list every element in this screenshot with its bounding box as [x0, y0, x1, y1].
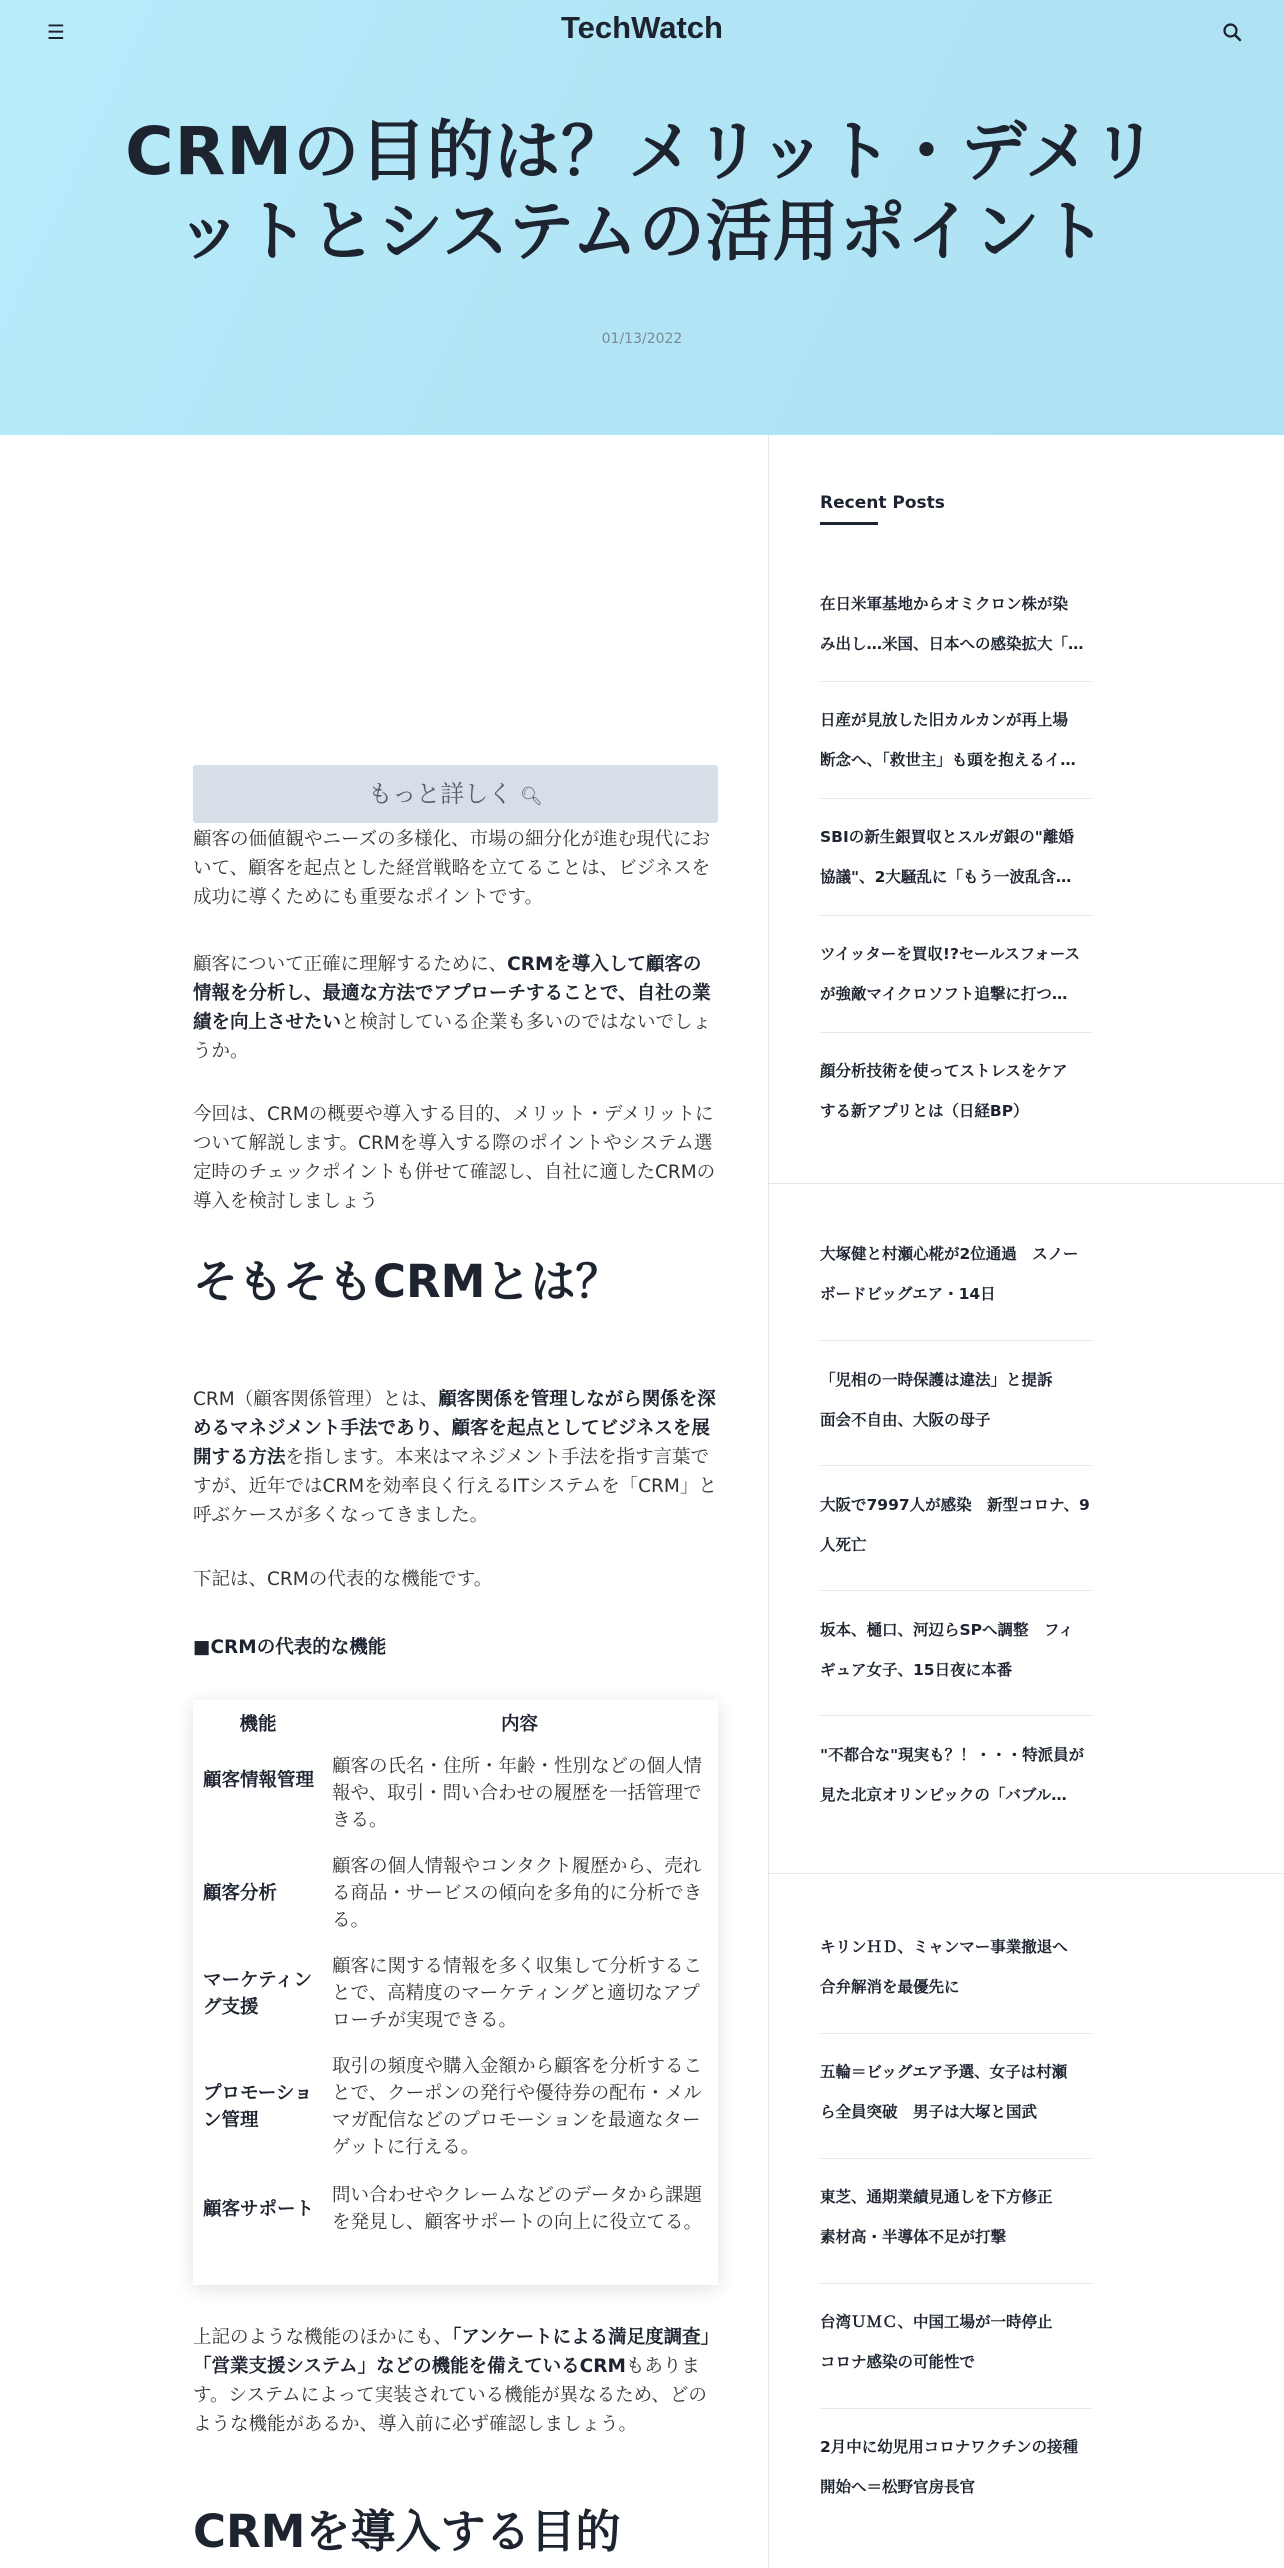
recent-post-link[interactable]: "不都合な"現実も？！・・・特派員が 見た北京オリンピックの「バブル… [820, 1746, 1085, 1804]
recent-post-link[interactable]: 在日米軍基地からオミクロン株が染 み出し…米国、日本への感染拡大「… [820, 595, 1084, 653]
recent-post-link[interactable]: SBIの新生銀買収とスルガ銀の"離婚 協議"、2大騒乱に「もう一波乱含… [820, 828, 1074, 886]
table-cell-feature: 顧客分析 [203, 1883, 278, 1904]
feature-table [193, 1700, 718, 2285]
recent-post-link[interactable]: 大塚健と村瀬心椛が2位通過 スノー ボードビッグエア・14日 [820, 1245, 1079, 1303]
post-separator [820, 1715, 1092, 1716]
post-separator [820, 1340, 1092, 1341]
search-icon[interactable] [1220, 20, 1246, 46]
post-separator [820, 681, 1092, 682]
menu-icon[interactable]: ☰ [47, 20, 65, 44]
recent-posts-title: Recent Posts [820, 493, 945, 513]
post-separator [820, 1465, 1092, 1466]
section-heading: CRMを導入する目的 [193, 2505, 621, 2558]
post-separator [820, 1032, 1092, 1033]
paragraph: 顧客について正確に理解するために、CRMを導入して顧客の情報を分析し、最適な方法でアプローチすることで、自社の業績を向上させたいと検討している企業も多いのではないでしょうか。 [193, 954, 712, 1062]
table-cell-feature: マーケティング支援 [203, 1970, 313, 2018]
table-cell-content: 問い合わせやクレームなどのデータから課題を発見し、顧客サポートの向上に役立てる。 [332, 2185, 703, 2233]
table-cell-feature: 顧客サポート [203, 2199, 315, 2220]
sidebar-divider [768, 435, 769, 2568]
table-cell-feature: プロモーション管理 [203, 2083, 313, 2131]
search-icon: 🔍︎ [519, 786, 543, 807]
table-cell-content: 顧客に関する情報を多く収集して分析することで、高精度のマーケティングと適切なアプローチが実現できる。 [332, 1956, 703, 2031]
table-cell-content: 顧客の氏名・住所・年齢・性別などの個人情報や、取引・問い合わせの履歴を一括管理できる。 [332, 1756, 703, 1831]
table-header-content: 内容 [500, 1714, 538, 1735]
post-separator [820, 798, 1092, 799]
post-separator [820, 2283, 1092, 2284]
site-title[interactable]: TechWatch [561, 10, 723, 45]
recent-post-link[interactable]: 台湾ＵＭＣ、中国工場が一時停止 コロナ感染の可能性で [820, 2313, 1053, 2371]
more-details-button[interactable]: もっと詳しく 🔍︎ [193, 765, 718, 823]
recent-post-link[interactable]: 「児相の一時保護は違法」と提訴 面会不自由、大阪の母子 [820, 1371, 1053, 1429]
post-date: 01/13/2022 [601, 331, 683, 347]
post-separator [820, 2033, 1092, 2034]
recent-post-link[interactable]: 坂本、樋口、河辺らSPへ調整 フィ ギュア女子、15日夜に本番 [820, 1621, 1074, 1679]
recent-post-link[interactable]: 顔分析技術を使ってストレスをケア する新アプリとは（日経BP） [820, 1062, 1068, 1120]
post-separator [820, 2158, 1092, 2159]
post-separator [820, 2408, 1092, 2409]
recent-post-link[interactable]: ツイッターを買収!?セールスフォース が強敵マイクロソフト追撃に打つ… [820, 945, 1081, 1003]
paragraph: CRM（顧客関係管理）とは、顧客関係を管理しながら関係を深めるマネジメント手法であり、顧客を起点としてビジネスを展開する方法を指します。本来はマネジメント手法を指す言葉ですが、近年ではCRMを効率良く行えるITシステムを「CRM」と呼ぶケースが多くなってきました。 [193, 1389, 717, 1526]
table-cell-content: 取引の頻度や購入金額から顧客を分析することで、クーポンの発行や優待券の配布・メルマガ配信などのプロモーションを最適なターゲットに行える。 [332, 2056, 703, 2158]
table-cell-feature: 顧客情報管理 [203, 1770, 315, 1791]
recent-post-link[interactable]: 東芝、通期業績見通しを下方修正 素材高・半導体不足が打撃 [820, 2188, 1053, 2246]
section-heading: そもそもCRMとは？ [193, 1255, 621, 1308]
post-separator [820, 1590, 1092, 1591]
paragraph: 上記のような機能のほかにも、「アンケートによる満足度調査」「営業支援システム」などの機能を備えているCRMもあります。システムによって実装されている機能が異なるため、どのような機能があるか、導入前に必ず確認しましょう。 [193, 2327, 710, 2435]
recent-post-link[interactable]: 大阪で7997人が感染 新型コロナ、9 人死亡 [820, 1496, 1090, 1554]
subheading: ■CRMの代表的な機能 [193, 1637, 387, 1658]
paragraph: 今回は、CRMの概要や導入する目的、メリット・デメリットについて解説します。CRMを導入する際のポイントやシステム選定時のチェックポイントも併せて確認し、自社に適したCRMの導入を検討しましょう [193, 1104, 716, 1212]
post-separator [820, 915, 1092, 916]
table-cell-content: 顧客の個人情報やコンタクト履歴から、売れる商品・サービスの傾向を多角的に分析できる。 [332, 1856, 703, 1931]
recent-post-link[interactable]: 日産が見放した旧カルカンが再上場 断念へ、「救世主」も頭を抱えるイ… [820, 711, 1076, 769]
paragraph: 顧客の価値観やニーズの多様化、市場の細分化が進む現代において、顧客を起点とした経営戦略を立てることは、ビジネスを成功に導くためにも重要なポイントです。 [193, 829, 711, 908]
recent-post-link[interactable]: 五輪＝ビッグエア予選、女子は村瀬 ら全員突破 男子は大塚と国武 [820, 2063, 1068, 2121]
recent-posts-underline [820, 522, 878, 525]
hero-banner [0, 0, 1284, 435]
page-title: CRMの目的は？メリット・デメリ ットとシステムの活用ポイント [125, 113, 1159, 270]
paragraph: 下記は、CRMの代表的な機能です。 [193, 1569, 493, 1590]
recent-post-link[interactable]: キリンＨＤ、ミャンマー事業撤退へ 合弁解消を最優先に [820, 1938, 1068, 1996]
sidebar-section-divider [768, 1183, 1284, 1184]
sidebar-section-divider [768, 1873, 1284, 1874]
table-header-feature: 機能 [239, 1714, 277, 1735]
recent-post-link[interactable]: 2月中に幼児用コロナワクチンの接種 開始へ＝松野官房長官 [820, 2438, 1079, 2496]
